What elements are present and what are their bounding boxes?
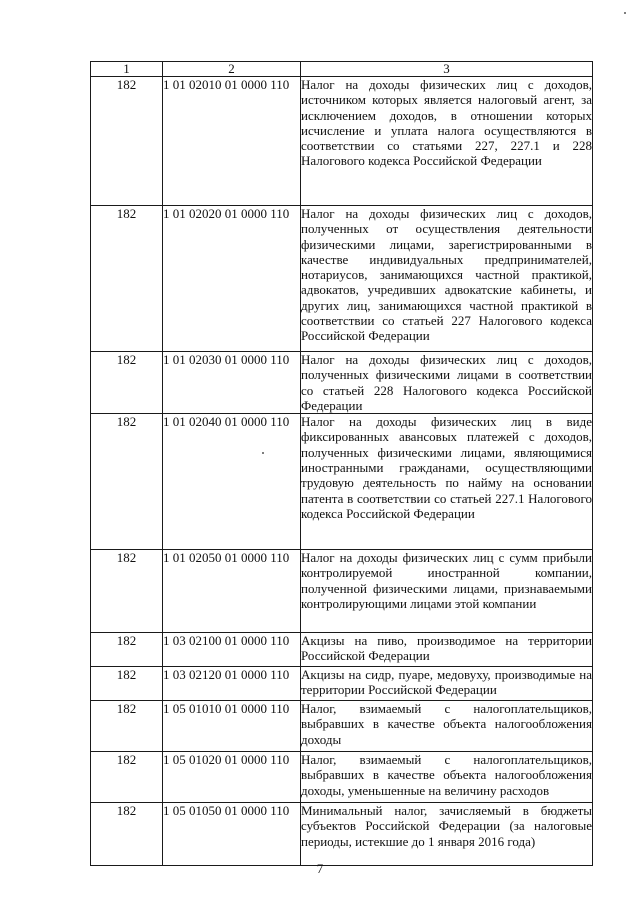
table-row (91, 701, 593, 752)
kbk-cell: 1 01 02050 01 0000 110 (163, 550, 301, 633)
admin-code-cell: 182 (91, 633, 163, 667)
table-row (91, 667, 593, 701)
admin-code-cell: 182 (91, 752, 163, 803)
description-cell: Налог, взимаемый с налогоплательщиков, выбравших в качестве объекта налогообложения доходы (301, 701, 593, 752)
kbk-cell: 1 01 02040 01 0000 110 (163, 414, 301, 550)
description-cell: Акцизы на пиво, производимое на территории Российской Федерации (301, 633, 593, 667)
description-cell: Налог на доходы физических лиц с сумм прибыли контролируемой иностранной компании, полученной физическими лицами, признаваемыми контролирующими лицами этой компании (301, 550, 593, 633)
description-cell: Акцизы на сидр, пуаре, медовуху, производимые на территории Российской Федерации (301, 667, 593, 701)
admin-code-cell: 182 (91, 550, 163, 633)
description-cell: Минимальный налог, зачисляемый в бюджеты субъектов Российской Федерации (за налоговые периоды, истекшие до 1 января 2016 года) (301, 803, 593, 866)
admin-code-cell: 182 (91, 206, 163, 352)
admin-code-cell: 182 (91, 352, 163, 414)
description-cell: Налог, взимаемый с налогоплательщиков, выбравших в качестве объекта налогообложения доходы, уменьшенные на величину расходов (301, 752, 593, 803)
table-row (91, 206, 593, 352)
header-col-2: 2 (163, 62, 301, 77)
kbk-cell: 1 01 02030 01 0000 110 (163, 352, 301, 414)
table-row (91, 414, 593, 550)
kbk-table (90, 61, 593, 866)
admin-code-cell: 182 (91, 77, 163, 206)
table-row (91, 633, 593, 667)
table-header-row (91, 62, 593, 77)
page-number: 7 (316, 861, 324, 876)
table-row (91, 752, 593, 803)
kbk-cell: 1 01 02020 01 0000 110 (163, 206, 301, 352)
kbk-cell: 1 03 02100 01 0000 110 (163, 633, 301, 667)
kbk-cell: 1 03 02120 01 0000 110 (163, 667, 301, 701)
kbk-cell: 1 05 01020 01 0000 110 (163, 752, 301, 803)
admin-code-cell: 182 (91, 414, 163, 550)
admin-code-cell: 182 (91, 701, 163, 752)
header-col-3: 3 (301, 62, 593, 77)
table-row (91, 77, 593, 206)
description-cell: Налог на доходы физических лиц в виде фиксированных авансовых платежей с доходов, полученных физическими лицами, являющимися иностранными гражданами, осуществляющими трудовую деятельность по найму на основании патента в соответствии со статьей 227.1 Налогового кодекса Российской Федерации (301, 414, 593, 550)
admin-code-cell: 182 (91, 803, 163, 866)
table-row (91, 352, 593, 414)
description-cell: Налог на доходы физических лиц с доходов, полученных физическими лицами в соответствии со статьей 228 Налогового кодекса Российской Федерации (301, 352, 592, 413)
scan-speck-decoration (262, 452, 264, 454)
table-row (91, 550, 593, 633)
admin-code-cell: 182 (91, 667, 163, 701)
kbk-cell: 1 05 01050 01 0000 110 (163, 803, 301, 866)
header-col-1: 1 (91, 62, 163, 77)
table-row (91, 803, 593, 866)
description-cell: Налог на доходы физических лиц с доходов, полученных от осуществления деятельности физическими лицами, зарегистрированными в качестве индивидуальных предпринимателей, нотариусов, занимающихся частной практикой, адвокатов, учредивших адвокатские кабинеты, и других лиц, занимающихся частной практикой в соответствии со статьей 227 Налогового кодекса Российской Федерации (301, 206, 593, 352)
kbk-cell: 1 01 02010 01 0000 110 (163, 77, 301, 206)
scan-speck-decoration (624, 12, 626, 14)
description-cell: Налог на доходы физических лиц с доходов, источником которых является налоговый агент, за исключением доходов, в отношении которых исчисление и уплата налога осуществляются в соответствии со статьями 227, 227.1 и 228 Налогового кодекса Российской Федерации (301, 77, 593, 206)
kbk-cell: 1 05 01010 01 0000 110 (163, 701, 301, 752)
